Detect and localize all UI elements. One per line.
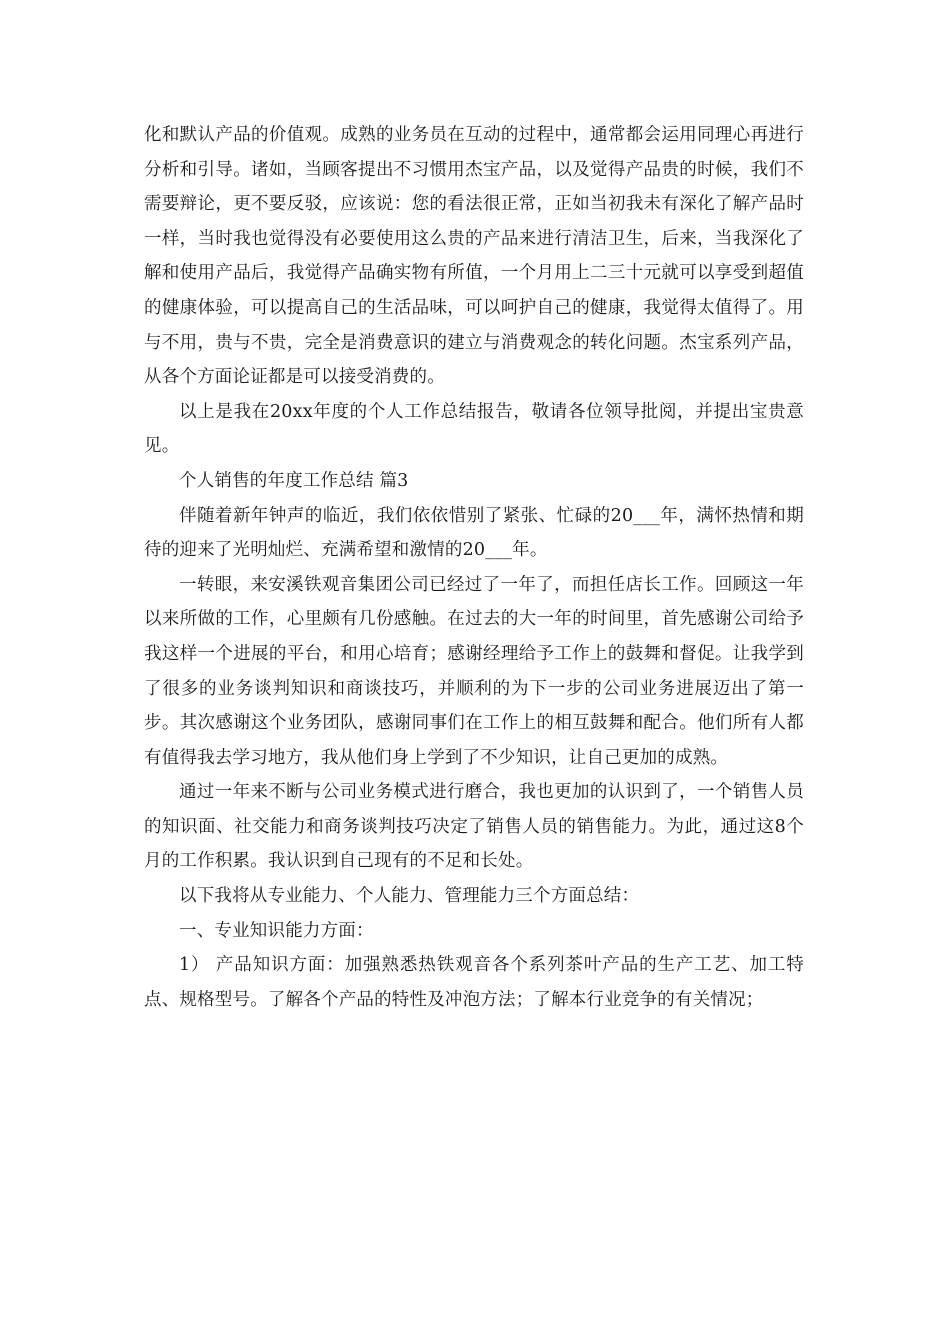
list-item-product-knowledge: 1） 产品知识方面：加强熟悉热铁观音各个系列茶叶产品的生产工艺、加工特点、规格型号。了解各个产品的特性及冲泡方法；了解本行业竞争的有关情况；: [144, 955, 804, 1010]
paragraph-intro: 伴随着新年钟声的临近，我们依依惜别了紧张、忙碌的20___年，满怀热情和期待的迎来了光明灿烂、充满希望和激情的20___年。: [144, 505, 804, 561]
paragraph-outline: 以下我将从专业能力、个人能力、管理能力三个方面总结：: [179, 886, 640, 907]
section-heading: 个人销售的年度工作总结 篇3: [179, 470, 409, 491]
paragraph-closing: 以上是我在20xx年度的个人工作总结报告，敬请各位领导批阅，并提出宝贵意见。: [144, 401, 804, 457]
paragraph-reflection: 通过一年来不断与公司业务模式进行磨合，我也更加的认识到了，一个销售人员的知识面、社交能力和商务谈判技巧决定了销售人员的销售能力。为此，通过这8个月的工作积累。我认识到自己现有的不足和长处。: [144, 782, 804, 872]
subheading-professional: 一、专业知识能力方面：: [179, 920, 374, 941]
paragraph-review: 一转眼，来安溪铁观音集团公司已经过了一年了，而担任店长工作。回顾这一年以来所做的工作，心里颇有几份感触。在过去的大一年的时间里，首先感谢公司给予我这样一个进展的平台，和用心培育；感谢经理给予工作上的鼓舞和督促。让我学到了很多的业务谈判知识和商谈技巧，并顺利的为下一步的公司业务进展迈出了第一步。其次感谢这个业务团队，感谢同事们在工作上的相互鼓舞和配合。他们所有人都有值得我去学习地方，我从他们身上学到了不少知识，让自己更加的成熟。: [144, 574, 804, 768]
document-body: [144, 118, 804, 1017]
paragraph-continued: 化和默认产品的价值观。成熟的业务员在互动的过程中，通常都会运用同理心再进行分析和引导。诸如，当顾客提出不习惯用杰宝产品，以及觉得产品贵的时候，我们不需要辩论，更不要反驳，应该说：您的看法很正常，正如当初我未有深化了解产品时一样，当时我也觉得没有必要使用这么贵的产品来进行清洁卫生，后来，当我深化了解和使用产品后，我觉得产品确实物有所值，一个月用上二三十元就可以享受到超值的健康体验，可以提高自己的生活品味，可以呵护自己的健康，我觉得太值得了。用与不用，贵与不贵，完全是消费意识的建立与消费观念的转化问题。杰宝系列产品，从各个方面论证都是可以接受消费的。: [144, 125, 804, 388]
